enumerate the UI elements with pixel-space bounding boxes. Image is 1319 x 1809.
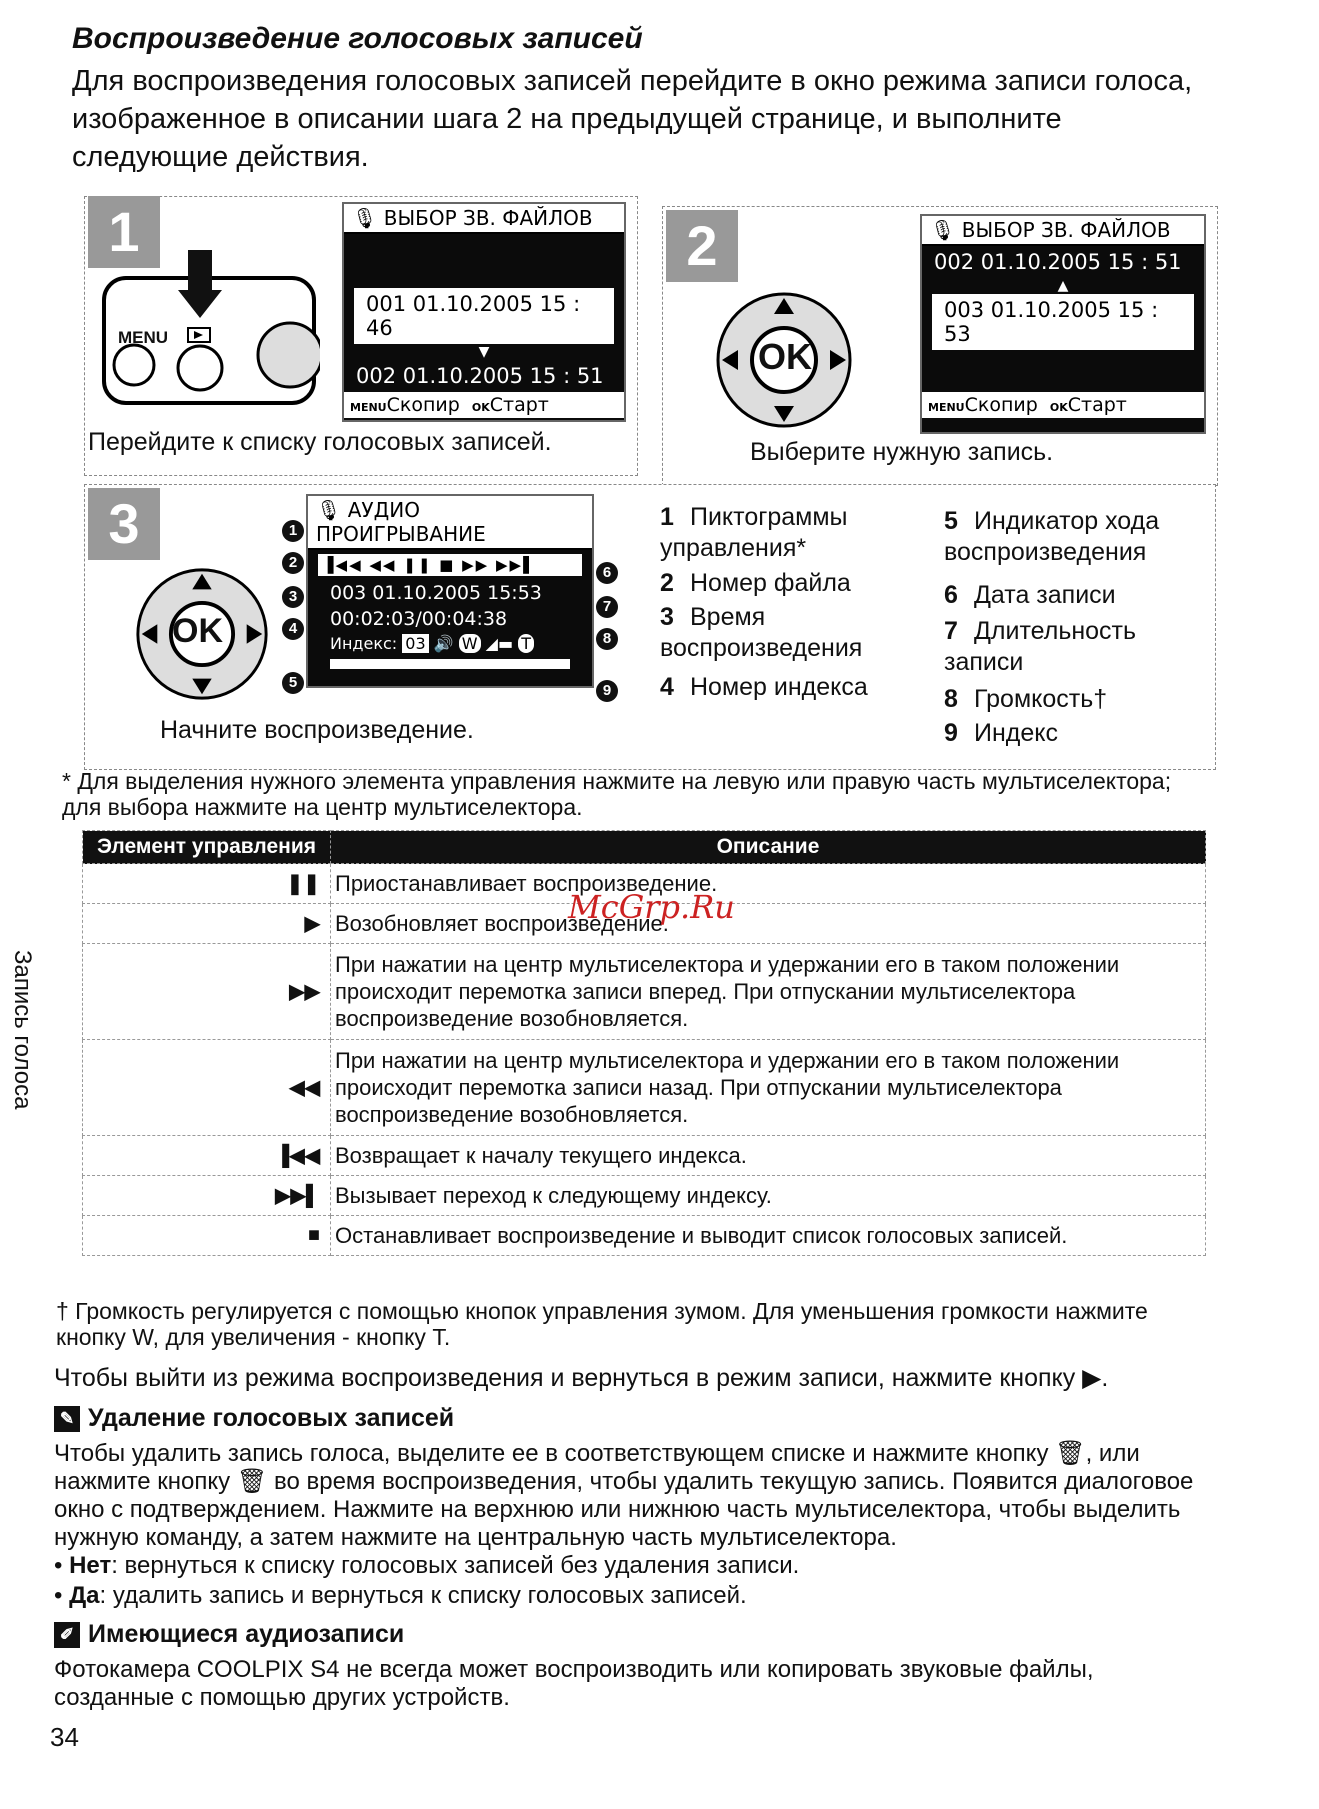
mic-icon: 🎙 bbox=[352, 206, 378, 230]
ok-button-label: OK bbox=[758, 336, 812, 377]
stop-icon[interactable]: ■ bbox=[439, 556, 456, 574]
step1-row-selected[interactable]: 001 01.10.2005 15 : 46 bbox=[354, 288, 614, 344]
step3-file-row: 003 01.10.2005 15:53 bbox=[330, 582, 542, 604]
delete-section-heading: ✎ Удаление голосовых записей bbox=[54, 1404, 454, 1433]
step1-lcd-header: 🎙 ВЫБОР ЗВ. ФАЙЛОВ bbox=[344, 204, 624, 234]
callout-3: 3 bbox=[282, 586, 304, 608]
legend-item-9: 9 Индекс bbox=[944, 719, 1058, 747]
table-row bbox=[83, 1040, 1206, 1136]
legend-item-4: 4 Номер индекса bbox=[660, 673, 868, 701]
legend-item-1: 1 Пиктограммы управления* bbox=[660, 503, 848, 562]
table-cell-description: Останавливает воспроизведение и выводит список голосовых записей. bbox=[331, 1216, 1206, 1256]
watermark: McGrp.Ru bbox=[568, 888, 735, 926]
play-icon: ▶ bbox=[83, 904, 331, 944]
index-value: 03 bbox=[402, 634, 428, 653]
table-cell-description: Приостанавливает воспроизведение. bbox=[331, 864, 1206, 904]
callout-2: 2 bbox=[282, 552, 304, 574]
legend-item-7: 7 Длительность записи bbox=[944, 617, 1137, 676]
legend-item-5: 5 Индикатор хода воспроизведения bbox=[944, 507, 1160, 566]
rewind-icon[interactable]: ◀◀ bbox=[369, 556, 397, 574]
mic-icon: 🎙 bbox=[930, 218, 956, 242]
table-header-control: Элемент управления bbox=[83, 831, 331, 864]
pause-icon[interactable]: ❚❚ bbox=[403, 556, 433, 574]
step2-caption: Выберите нужную запись. bbox=[750, 438, 1054, 466]
audio-section-body: Фотокамера COOLPIX S4 не всегда может воспроизводить или копировать звуковые файлы, созданные с помощью других устройств. bbox=[54, 1656, 1094, 1711]
legend-item-2: 2 Номер файла bbox=[660, 569, 851, 597]
exit-instructions: Чтобы выйти из режима воспроизведения и вернуться в режим записи, нажмите кнопку ▶. bbox=[54, 1364, 1109, 1392]
callout-1: 1 bbox=[282, 520, 304, 542]
callout-6: 6 bbox=[596, 562, 618, 584]
callout-4: 4 bbox=[282, 618, 304, 640]
step2-lcd-footer: MENUСкопир OKСтарт bbox=[922, 392, 1204, 418]
next-index-icon: ▶▶▌ bbox=[83, 1176, 331, 1216]
pause-icon: ❚❚ bbox=[83, 864, 331, 904]
callout-7: 7 bbox=[596, 596, 618, 618]
table-cell-description: Возобновляет воспроизведение. bbox=[331, 904, 1206, 944]
volume-bar: ◢▬ bbox=[485, 634, 514, 653]
step2-row-selected[interactable]: 003 01.10.2005 15 : 53 bbox=[932, 294, 1194, 350]
callout-9: 9 bbox=[596, 680, 618, 702]
step3-index-row: Индекс: 03 🔊 W ◢▬ T bbox=[308, 632, 592, 655]
forward-icon: ▶▶ bbox=[83, 944, 331, 1040]
callout-5: 5 bbox=[282, 672, 304, 694]
table-header-row bbox=[83, 831, 1206, 864]
legend-item-3: 3 Время воспроизведения bbox=[660, 603, 863, 662]
step2-lcd-header: 🎙 ВЫБОР ЗВ. ФАЙЛОВ bbox=[922, 216, 1204, 246]
up-arrow-icon: ▲ bbox=[1057, 278, 1069, 294]
table-row bbox=[83, 1176, 1206, 1216]
step3-lcd bbox=[306, 494, 594, 688]
prev-index-icon: ▐◀◀ bbox=[83, 1136, 331, 1176]
note-icon: ✎ bbox=[54, 1406, 80, 1432]
page-number: 34 bbox=[50, 1722, 79, 1752]
volume-icon: 🔊 bbox=[433, 634, 454, 653]
table-cell-description: При нажатии на центр мультиселектора и удержании его в таком положении происходит перемотка записи назад. При отпускании мультиселектора воспроизведение возобновляется. bbox=[331, 1040, 1206, 1136]
footnote-dagger: † Громкость регулируется с помощью кнопок управления зумом. Для уменьшения громкости нажмите кнопку W, для увеличения - кнопку T. bbox=[56, 1298, 1148, 1350]
menu-button-label: MENU bbox=[118, 328, 169, 347]
ok-button-label-step3: OK bbox=[172, 612, 223, 650]
table-cell-description: При нажатии на центр мультиселектора и удержании его в таком положении происходит перемотка записи вперед. При отпускании мультиселектора воспроизведение возобновляется. bbox=[331, 944, 1206, 1040]
step3-lcd-header: 🎙 АУДИО ПРОИГРЫВАНИЕ bbox=[308, 496, 592, 550]
step3-time-row: 00:02:03/00:04:38 bbox=[330, 608, 508, 630]
step1-caption: Перейдите к списку голосовых записей. bbox=[88, 428, 552, 456]
down-arrow-icon: ▼ bbox=[478, 344, 490, 360]
footnote-star: * Для выделения нужного элемента управления нажмите на левую или правую часть мультиселектора; для выбора нажмите на центр мультиселектора. bbox=[62, 768, 1172, 820]
table-header-description: Описание bbox=[331, 831, 1206, 864]
delete-bullet-no: • Нет: вернуться к списку голосовых записей без удаления записи. bbox=[54, 1552, 800, 1579]
forward-icon[interactable]: ▶▶ bbox=[462, 556, 490, 574]
table-cell-description: Возвращает к началу текущего индекса. bbox=[331, 1136, 1206, 1176]
table-cell-description: Вызывает переход к следующему индексу. bbox=[331, 1176, 1206, 1216]
prev-index-icon[interactable]: ▐◀◀ bbox=[322, 556, 363, 574]
rewind-icon: ◀◀ bbox=[83, 1040, 331, 1136]
audio-section-heading: ✐ Имеющиеся аудиозаписи bbox=[54, 1620, 404, 1649]
mic-icon: 🎙 bbox=[316, 498, 342, 522]
next-index-icon[interactable]: ▶▶▌ bbox=[496, 556, 537, 574]
pencil-icon: ✐ bbox=[54, 1622, 80, 1648]
delete-bullet-yes: • Да: удалить запись и вернуться к списку голосовых записей. bbox=[54, 1582, 747, 1609]
step1-lcd bbox=[342, 202, 626, 422]
table-row bbox=[83, 944, 1206, 1040]
step1-lcd-footer: MENUСкопир OKСтарт bbox=[344, 392, 624, 418]
step3-caption: Начните воспроизведение. bbox=[160, 716, 474, 744]
delete-section-body: Чтобы удалить запись голоса, выделите ее в соответствующем списке и нажмите кнопку 🗑, или нажмите кнопку 🗑 во время воспроизведения, чтобы удалить текущую запись. Появится диалоговое окно с подтверждением. Нажмите на верхнюю или нижнюю часть мультиселектора, чтобы выделить нужную команду, а затем нажмите на центральную часть мультиселектора. bbox=[54, 1440, 1194, 1551]
control-icons-row[interactable] bbox=[318, 554, 582, 576]
page-title: Воспроизведение голосовых записей bbox=[72, 22, 643, 55]
table-row bbox=[83, 1216, 1206, 1256]
step2-number: 2 bbox=[666, 210, 738, 282]
step2-row-prev[interactable]: 002 01.10.2005 15 : 51 bbox=[934, 250, 1182, 274]
side-label: Запись голоса bbox=[9, 950, 36, 1110]
callout-8: 8 bbox=[596, 628, 618, 650]
step1-row-next[interactable]: 002 01.10.2005 15 : 51 bbox=[356, 364, 604, 388]
table-row bbox=[83, 1136, 1206, 1176]
step1-number: 1 bbox=[88, 196, 160, 268]
step3-number: 3 bbox=[88, 488, 160, 560]
stop-icon: ■ bbox=[83, 1216, 331, 1256]
progress-bar bbox=[330, 659, 570, 669]
intro-paragraph: Для воспроизведения голосовых записей перейдите в окно режима записи голоса, изображенное в описании шага 2 на предыдущей странице, и выполните следующие действия. bbox=[72, 65, 1193, 173]
step2-lcd bbox=[920, 214, 1206, 434]
legend-item-6: 6 Дата записи bbox=[944, 581, 1116, 609]
legend-item-8: 8 Громкость† bbox=[944, 685, 1108, 713]
